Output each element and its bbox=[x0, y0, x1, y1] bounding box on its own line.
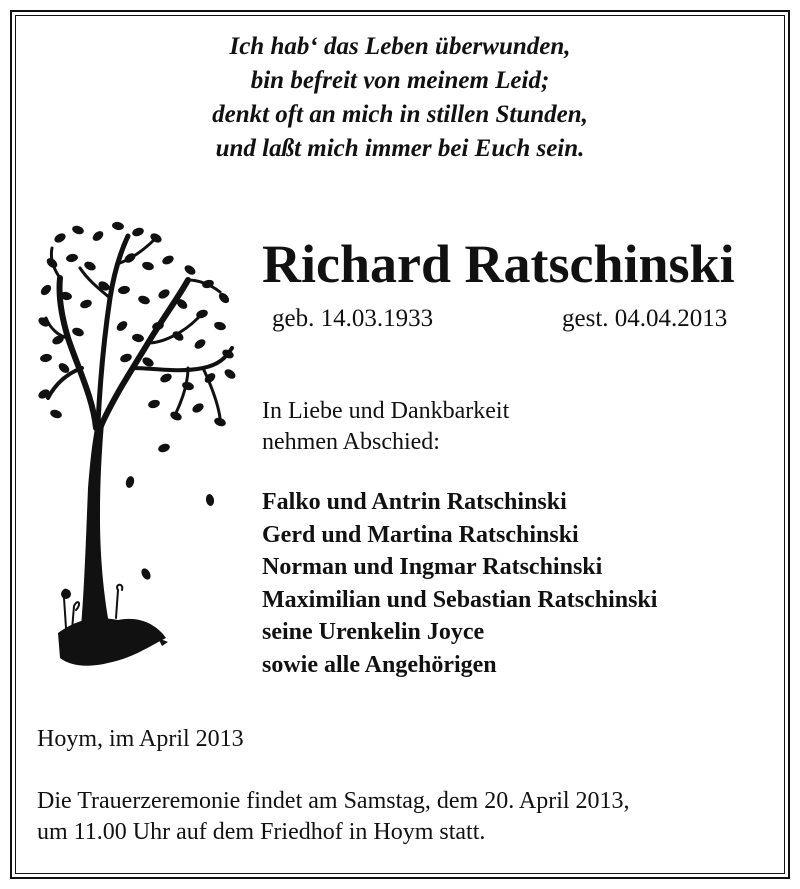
intro-line: In Liebe und Dankbarkeit bbox=[262, 398, 510, 424]
ceremony-line: Die Trauerzeremonie findet am Samstag, dem 20. April 2013, bbox=[37, 788, 630, 814]
ceremony-info bbox=[37, 786, 630, 848]
intro-line: nehmen Abschied: bbox=[262, 429, 440, 455]
birth-date: geb. 14.03.1933 bbox=[272, 305, 434, 332]
poem bbox=[0, 30, 800, 166]
tree-icon bbox=[38, 218, 238, 676]
mourners-list bbox=[262, 486, 657, 681]
farewell-intro bbox=[262, 396, 509, 458]
mourner-line: Falko und Antrin Ratschinski bbox=[262, 489, 567, 515]
ceremony-line: um 11.00 Uhr auf dem Friedhof in Hoym statt. bbox=[37, 819, 486, 845]
poem-line: Ich hab‘ das Leben überwunden, bbox=[229, 33, 571, 60]
mourner-line: Gerd und Martina Ratschinski bbox=[262, 521, 579, 548]
mourner-line: seine Urenkelin Joyce bbox=[262, 619, 485, 645]
mourner-line: Maximilian und Sebastian Ratschinski bbox=[262, 586, 658, 613]
poem-line: denkt oft an mich in stillen Stunden, bbox=[212, 101, 588, 128]
deceased-name: Richard Ratschinski bbox=[262, 234, 735, 294]
poem-line: und laßt mich immer bei Euch sein. bbox=[215, 135, 585, 162]
place-date: Hoym, im April 2013 bbox=[37, 726, 244, 752]
death-date: gest. 04.04.2013 bbox=[562, 305, 728, 332]
poem-line: bin befreit von meinem Leid; bbox=[250, 67, 550, 94]
mourner-line: sowie alle Angehörigen bbox=[262, 651, 497, 678]
mourner-line: Norman und Ingmar Ratschinski bbox=[262, 554, 603, 580]
